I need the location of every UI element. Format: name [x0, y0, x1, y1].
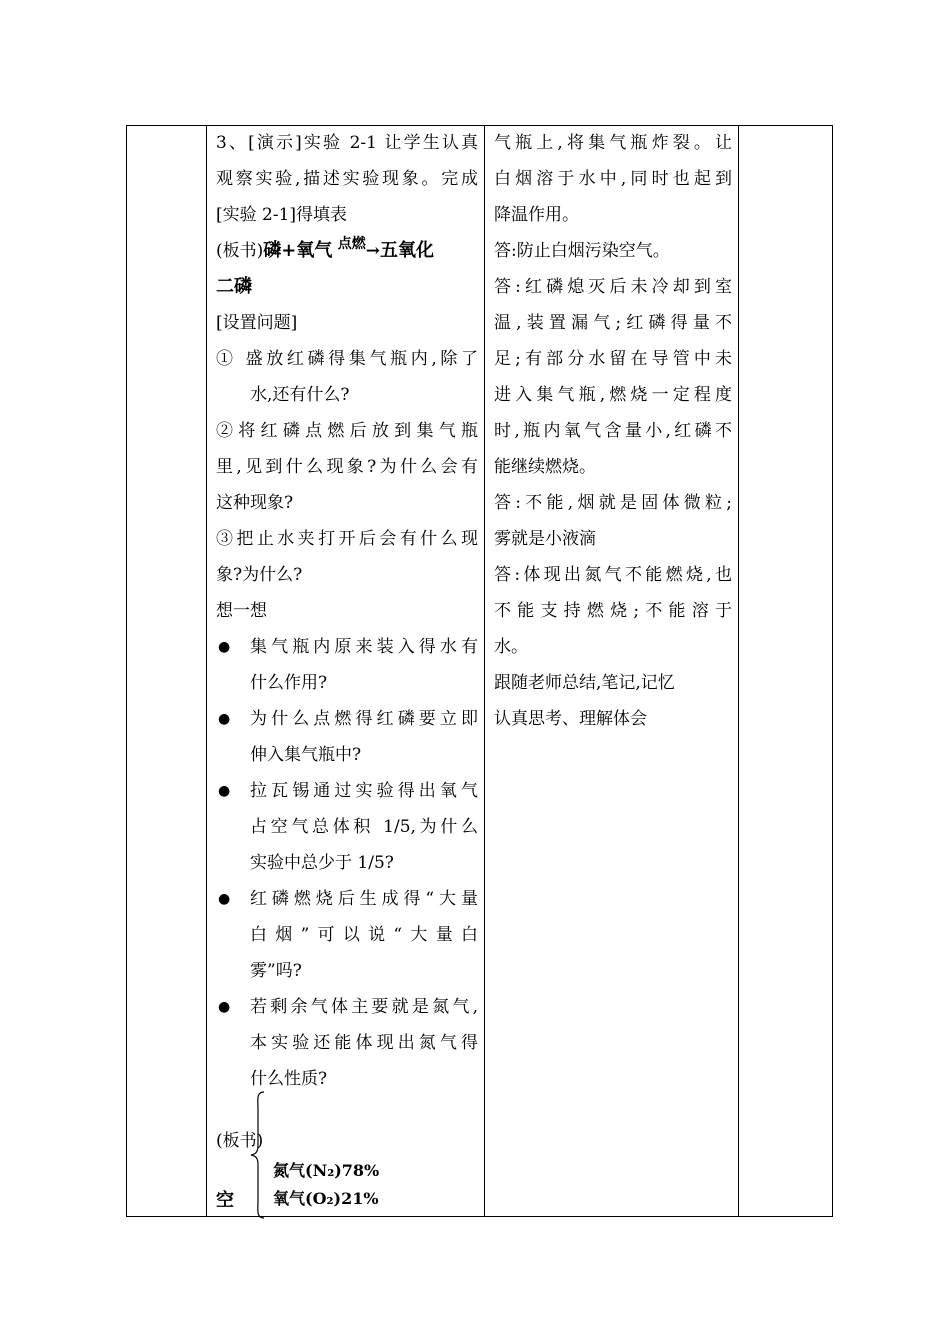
list-item: ● 拉瓦锡通过实验得出氧气 占空气总体积 1/5,为什么 实验中总少于 1/5?: [216, 773, 478, 881]
student-line: 答:体现出氮气不能燃烧,也: [494, 565, 732, 585]
student-line: 雾就是小液滴: [494, 529, 596, 549]
student-activity-column: [494, 125, 732, 737]
think-heading: 想一想: [216, 601, 267, 621]
question-3: ③把止水夹打开后会有什么现: [216, 529, 478, 549]
question-1-cont: 水,还有什么?: [250, 385, 350, 405]
bullet-icon: ●: [218, 891, 231, 907]
student-line: 水。: [494, 637, 528, 657]
question-3-cont: 象?为什么?: [216, 565, 303, 585]
list-item: ● 红磷燃烧后生成得“大量 白烟”可以说“大量白 雾”吗?: [216, 881, 478, 989]
question-2: ②将红磷点燃后放到集气瓶: [216, 421, 478, 441]
arrow-icon: →: [365, 241, 381, 261]
student-line: 答:红磷熄灭后未冷却到室: [494, 277, 732, 297]
student-line: 温,装置漏气;红磷得量不: [494, 313, 732, 333]
equation-reactants: 磷+氧气: [263, 240, 333, 261]
board-label: (板书): [216, 1131, 264, 1151]
student-line: 气瓶上,将集气瓶炸裂。让: [494, 133, 732, 153]
student-line: 答:防止白烟污染空气。: [494, 241, 670, 261]
list-item: ● 集气瓶内原来装入得水有 什么作用?: [216, 629, 478, 701]
demo-line: [实验 2-1]得填表: [216, 205, 348, 225]
column-divider: [738, 125, 739, 1217]
student-line: 跟随老师总结,笔记,记忆: [494, 673, 675, 693]
demo-line: 3、[演示]实验 2-1 让学生认真: [216, 133, 478, 153]
column-divider: [206, 125, 207, 1217]
column-divider: [484, 125, 485, 1217]
bullet-icon: ●: [218, 639, 231, 655]
student-line: 能继续燃烧。: [494, 457, 596, 477]
bullet-icon: ●: [218, 783, 231, 799]
question-2-cont: 这种现象?: [216, 493, 294, 513]
equation-product: 五氧化: [380, 240, 435, 261]
bullet-icon: ●: [218, 999, 231, 1015]
student-line: 足;有部分水留在导管中未: [494, 349, 732, 369]
set-question-heading: [设置问题]: [216, 313, 298, 333]
student-line: 答:不能,烟就是固体微粒;: [494, 493, 732, 513]
teacher-activity-column: [216, 125, 478, 1097]
demo-line: 观察实验,描述实验现象。完成: [216, 169, 478, 189]
student-line: 认真思考、理解体会: [494, 709, 647, 729]
question-1: ① 盛放红磷得集气瓶内,除了: [216, 349, 478, 369]
bullet-icon: ●: [218, 711, 231, 727]
air-label: 空: [216, 1190, 234, 1211]
board-label: (板书): [216, 241, 264, 261]
list-item: ● 为什么点燃得红磷要立即 伸入集气瓶中?: [216, 701, 478, 773]
question-2-cont: 里,见到什么现象?为什么会有: [216, 457, 478, 477]
equation: [216, 233, 478, 269]
nitrogen-item: 氮气(N₂)78%: [273, 1161, 380, 1180]
student-line: 白烟溶于水中,同时也起到: [494, 169, 732, 189]
think-list: [216, 629, 478, 1097]
brace-icon: [248, 1090, 268, 1220]
list-item: ● 若剩余气体主要就是氮气, 本实验还能体现出氮气得 什么性质?: [216, 989, 478, 1097]
equation-condition: 点燃: [337, 236, 366, 252]
student-line: 进入集气瓶,燃烧一定程度: [494, 385, 732, 405]
student-line: 时,瓶内氧气含量小,红磷不: [494, 421, 732, 441]
student-line: 降温作用。: [494, 205, 579, 225]
student-line: 不能支持燃烧;不能溶于: [494, 601, 732, 621]
equation-product-cont: 二磷: [216, 276, 252, 297]
oxygen-item: 氧气(O₂)21%: [273, 1189, 379, 1208]
